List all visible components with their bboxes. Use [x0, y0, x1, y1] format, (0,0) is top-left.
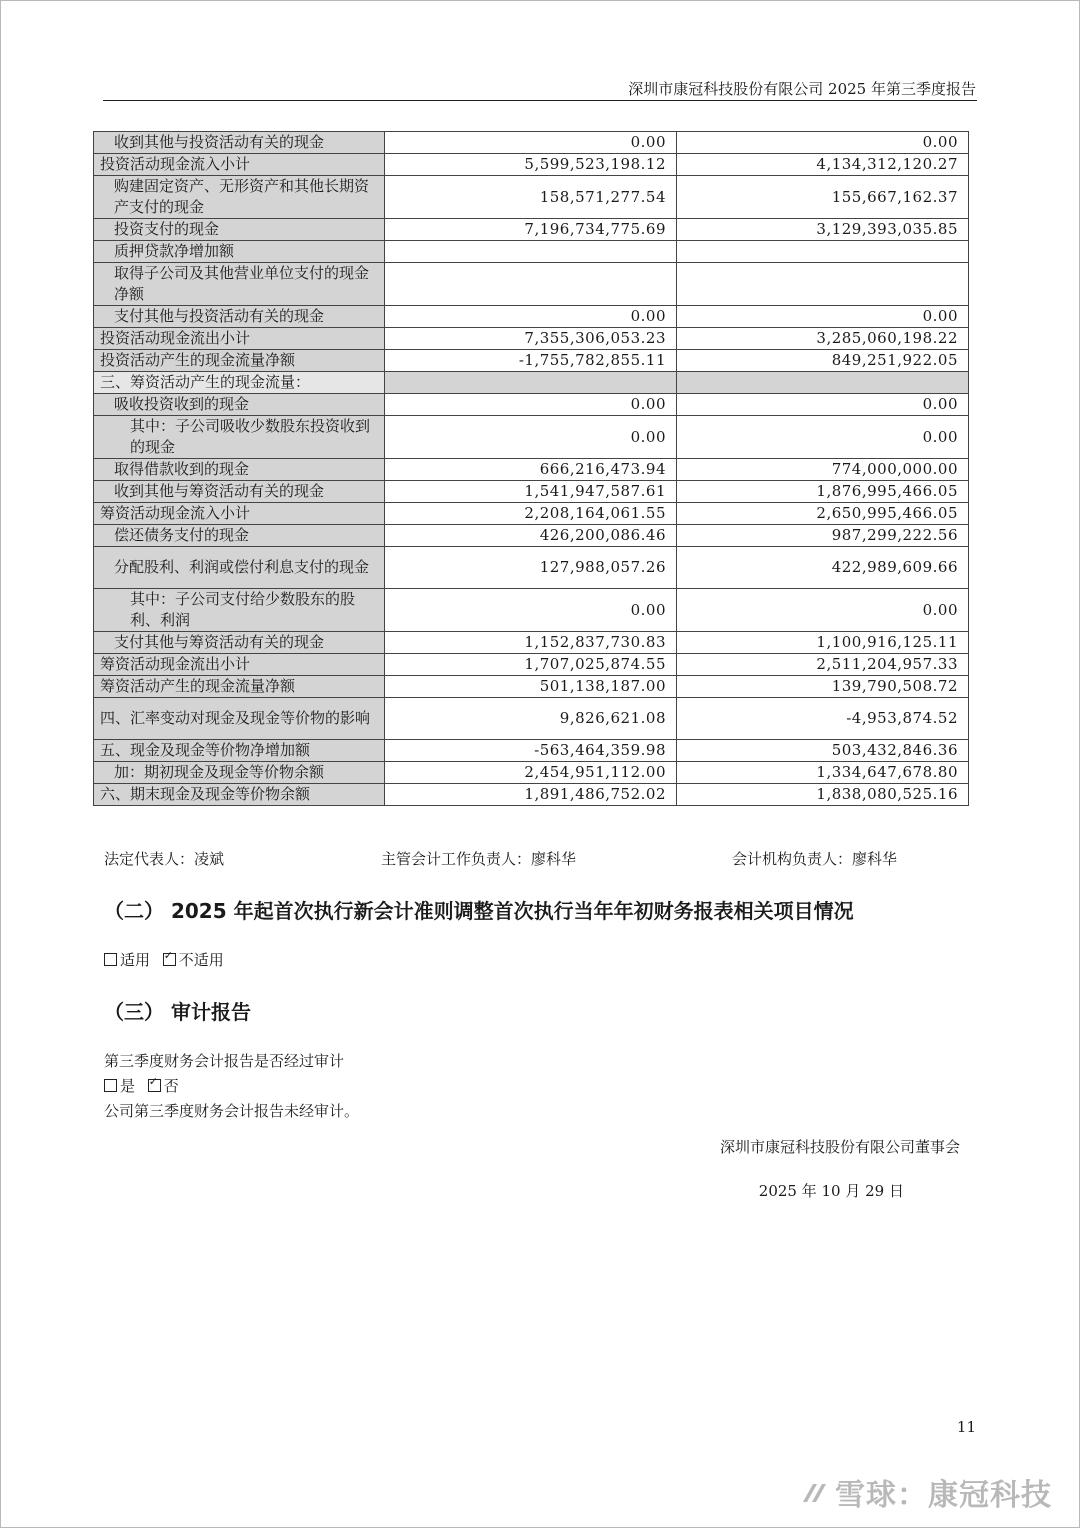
page-number: 11 [956, 1418, 976, 1436]
prior-period-value: 0.00 [677, 132, 969, 154]
row-label: 支付其他与投资活动有关的现金 [94, 306, 385, 328]
accounting-org-head: 会计机构负责人：廖科华 [732, 850, 898, 868]
row-label: 取得子公司及其他营业单位支付的现金净额 [94, 263, 385, 306]
row-label: 投资活动现金流出小计 [94, 328, 385, 350]
prior-period-value: 4,134,312,120.27 [677, 154, 969, 176]
prior-period-value: 422,989,609.66 [677, 547, 969, 589]
table-row [94, 306, 969, 328]
audit-yes-label: 是 [120, 1077, 136, 1095]
current-period-value: -563,464,359.98 [385, 740, 677, 762]
table-row [94, 547, 969, 589]
current-period-value: 1,152,837,730.83 [385, 632, 677, 654]
row-label: 投资活动产生的现金流量净额 [94, 350, 385, 372]
report-header-title: 深圳市康冠科技股份有限公司 2025 年第三季度报告 [628, 80, 976, 98]
prior-period-value: 1,100,916,125.11 [677, 632, 969, 654]
cash-flow-table [93, 131, 969, 806]
table-row [94, 154, 969, 176]
current-period-value: 127,988,057.26 [385, 547, 677, 589]
table-row [94, 698, 969, 740]
row-label: 筹资活动现金流入小计 [94, 503, 385, 525]
current-period-value: 5,599,523,198.12 [385, 154, 677, 176]
row-label: 支付其他与筹资活动有关的现金 [94, 632, 385, 654]
prior-period-value: 774,000,000.00 [677, 459, 969, 481]
table-row [94, 762, 969, 784]
row-label: 偿还债务支付的现金 [94, 525, 385, 547]
watermark-text: 雪球：康冠科技 [835, 1478, 1052, 1513]
prior-period-value: 3,285,060,198.22 [677, 328, 969, 350]
current-period-value: 2,208,164,061.55 [385, 503, 677, 525]
not-applicable-checkbox[interactable] [163, 953, 176, 966]
prior-period-value: 0.00 [677, 394, 969, 416]
row-label: 其中：子公司支付给少数股东的股利、利润 [94, 589, 385, 632]
prior-period-value [677, 372, 969, 394]
row-label: 分配股利、利润或偿付利息支付的现金 [94, 547, 385, 589]
table-row [94, 328, 969, 350]
prior-period-value: 1,838,080,525.16 [677, 784, 969, 806]
section-2-title: （二） 2025 年起首次执行新会计准则调整首次执行当年年初财务报表相关项目情况 [104, 899, 854, 923]
row-label: 其中：子公司吸收少数股东投资收到的现金 [94, 416, 385, 459]
prior-period-value [677, 241, 969, 263]
row-label: 质押贷款净增加额 [94, 241, 385, 263]
row-label: 取得借款收到的现金 [94, 459, 385, 481]
xueqiu-watermark [799, 1470, 1052, 1514]
row-label: 购建固定资产、无形资产和其他长期资产支付的现金 [94, 176, 385, 219]
signature-date: 2025 年 10 月 29 日 [758, 1182, 904, 1200]
prior-period-value: -4,953,874.52 [677, 698, 969, 740]
table-row [94, 176, 969, 219]
row-label: 收到其他与筹资活动有关的现金 [94, 481, 385, 503]
prior-period-value [677, 263, 969, 306]
row-label: 收到其他与投资活动有关的现金 [94, 132, 385, 154]
current-period-value: 7,355,306,053.23 [385, 328, 677, 350]
current-period-value: 0.00 [385, 132, 677, 154]
audit-no-checkbox[interactable] [148, 1079, 161, 1092]
accounting-head: 主管会计工作负责人：廖科华 [381, 850, 577, 868]
row-label: 筹资活动现金流出小计 [94, 654, 385, 676]
table-row [94, 416, 969, 459]
current-period-value: 501,138,187.00 [385, 676, 677, 698]
prior-period-value: 155,667,162.37 [677, 176, 969, 219]
table-row [94, 481, 969, 503]
section-3-title: （三） 审计报告 [104, 1000, 251, 1024]
current-period-value: 1,891,486,752.02 [385, 784, 677, 806]
current-period-value: 426,200,086.46 [385, 525, 677, 547]
current-period-value: 158,571,277.54 [385, 176, 677, 219]
table-row [94, 503, 969, 525]
current-period-value: 0.00 [385, 394, 677, 416]
row-label: 投资活动现金流入小计 [94, 154, 385, 176]
prior-period-value: 0.00 [677, 306, 969, 328]
row-label: 筹资活动产生的现金流量净额 [94, 676, 385, 698]
legal-representative: 法定代表人：凌斌 [104, 850, 225, 868]
current-period-value [385, 263, 677, 306]
current-period-value [385, 241, 677, 263]
not-applicable-label: 不适用 [178, 951, 224, 969]
row-label: 投资支付的现金 [94, 219, 385, 241]
prior-period-value: 503,432,846.36 [677, 740, 969, 762]
row-label: 四、汇率变动对现金及现金等价物的影响 [94, 698, 385, 740]
audit-no-label: 否 [163, 1077, 179, 1095]
current-period-value: -1,755,782,855.11 [385, 350, 677, 372]
audit-question: 第三季度财务会计报告是否经过审计 [104, 1052, 345, 1070]
table-row [94, 459, 969, 481]
prior-period-value: 2,650,995,466.05 [677, 503, 969, 525]
table-row [94, 676, 969, 698]
table-row [94, 784, 969, 806]
audit-answer [104, 1075, 179, 1096]
prior-period-value: 1,876,995,466.05 [677, 481, 969, 503]
row-label: 加：期初现金及现金等价物余额 [94, 762, 385, 784]
prior-period-value: 0.00 [677, 416, 969, 459]
prior-period-value: 1,334,647,678.80 [677, 762, 969, 784]
row-label: 六、期末现金及现金等价物余额 [94, 784, 385, 806]
table-row [94, 654, 969, 676]
current-period-value: 0.00 [385, 589, 677, 632]
table-row [94, 525, 969, 547]
applicable-label: 适用 [120, 951, 151, 969]
table-row [94, 219, 969, 241]
row-label: 五、现金及现金等价物净增加额 [94, 740, 385, 762]
current-period-value: 1,541,947,587.61 [385, 481, 677, 503]
header-divider [103, 100, 977, 101]
prior-period-value: 849,251,922.05 [677, 350, 969, 372]
table-row [94, 241, 969, 263]
section-2-applicability [104, 949, 224, 970]
audit-statement: 公司第三季度财务会计报告未经审计。 [104, 1102, 360, 1120]
current-period-value: 0.00 [385, 306, 677, 328]
table-row [94, 740, 969, 762]
table-row [94, 132, 969, 154]
snowball-logo-icon [799, 1478, 829, 1508]
row-label: 三、筹资活动产生的现金流量： [94, 372, 385, 394]
table-row [94, 350, 969, 372]
current-period-value: 666,216,473.94 [385, 459, 677, 481]
prior-period-value: 3,129,393,035.85 [677, 219, 969, 241]
prior-period-value: 987,299,222.56 [677, 525, 969, 547]
board-signature: 深圳市康冠科技股份有限公司董事会 [719, 1138, 960, 1156]
table-row [94, 632, 969, 654]
prior-period-value: 0.00 [677, 589, 969, 632]
table-row [94, 394, 969, 416]
prior-period-value: 139,790,508.72 [677, 676, 969, 698]
current-period-value: 7,196,734,775.69 [385, 219, 677, 241]
row-label: 吸收投资收到的现金 [94, 394, 385, 416]
current-period-value: 0.00 [385, 416, 677, 459]
table-row [94, 589, 969, 632]
current-period-value: 2,454,951,112.00 [385, 762, 677, 784]
current-period-value [385, 372, 677, 394]
table-row [94, 263, 969, 306]
current-period-value: 9,826,621.08 [385, 698, 677, 740]
applicable-checkbox[interactable] [104, 953, 117, 966]
prior-period-value: 2,511,204,957.33 [677, 654, 969, 676]
table-row [94, 372, 969, 394]
current-period-value: 1,707,025,874.55 [385, 654, 677, 676]
audit-yes-checkbox[interactable] [104, 1079, 117, 1092]
